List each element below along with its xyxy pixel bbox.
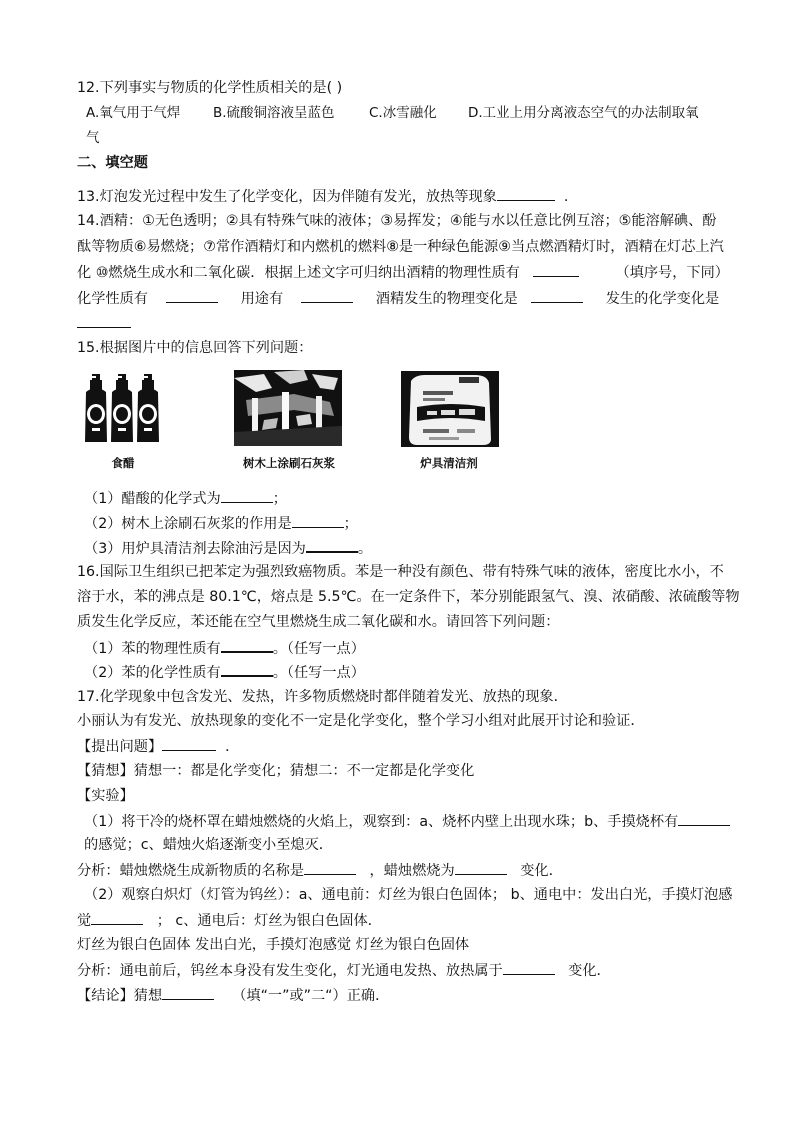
q15-sub2-end: ； [343, 516, 358, 532]
q15-sub1 [84, 488, 287, 509]
q17-concl-label: 【结论】猜想 [77, 988, 163, 1004]
q17-ana1-mid: ，蜡烛燃烧为 [369, 863, 455, 879]
q16-sub1 [84, 637, 365, 659]
q15-sub3 [84, 537, 372, 559]
q15-sub2 [84, 513, 358, 534]
q14-line4 [77, 288, 719, 309]
q17-ana2-text: 分析：通电前后，钨丝本身没有发生变化，灯光通电发热、放热属于 [77, 963, 503, 979]
q14-line3-text: 化 ⑩燃烧生成水和二氧化碳．根据上述文字可归纳出酒精的物理性质有 [77, 265, 520, 281]
q17-blank-change1[interactable] [455, 860, 507, 875]
q17-ask-end: ． [225, 739, 240, 755]
q16-sub2-text: （2）苯的化学性质有 [84, 665, 221, 681]
q13-text [77, 186, 568, 207]
q17-ana2 [77, 960, 611, 981]
vinegar-bottles-image [80, 370, 166, 446]
q17-guess: 【猜想】猜想一：都是化学变化；猜想二：不一定都是化学变化 [77, 763, 475, 779]
q14-blank-phys-change[interactable] [531, 288, 583, 303]
q17-exp1-text: （1）将干冷的烧杯罩在蜡烛燃烧的火焰上，观察到：a、烧杯内壁上出现水珠；b、手摸烧杯有 [84, 814, 679, 830]
caption-trees-lime: 树木上涂刷石灰浆 [243, 456, 335, 470]
q12-option-b[interactable]: B.硫酸铜溶液呈蓝色 [213, 105, 335, 121]
q14-chem-label: 化学性质有 [77, 291, 148, 307]
q17-exp-label: 【实验】 [77, 788, 134, 804]
section-title: 二、填空题 [77, 155, 148, 171]
q16-sub1-end: 。（任写一点） [272, 641, 365, 657]
q12-option-d-wrap: 气 [86, 130, 100, 146]
q17-line2: 小丽认为有发光、放热现象的变化不一定是化学变化，整个学习小组对此展开讨论和验证． [77, 713, 645, 729]
q14-blank-chem-change[interactable] [77, 313, 131, 328]
q17-exp1-line2: 的感觉；c、蜡烛火焰逐渐变小至熄灭． [84, 837, 333, 853]
q17-ask-label: 【提出问题】 [77, 739, 163, 755]
q17-ana1-text: 分析：蜡烛燃烧生成新物质的名称是 [77, 863, 305, 879]
q15-blank-1[interactable] [221, 488, 273, 503]
q17-blank-conclusion[interactable] [162, 985, 214, 1000]
q17-ana1-end: 变化． [520, 863, 563, 879]
q15-sub3-end: 。 [357, 541, 373, 557]
q14-blank-physical[interactable] [533, 262, 579, 277]
q14-line1: 14.酒精：①无色透明；②具有特殊气味的液体；③易挥发；④能与水以任意比例互溶；⑤能溶解碘、酚 [77, 213, 717, 229]
q16-line2: 溶于水，苯的沸点是 80.1℃，熔点是 5.5℃。在一定条件下，苯分别能跟氢气、溴、浓硝酸、浓硫酸等物 [77, 589, 740, 605]
q17-exp1-line1 [84, 811, 730, 832]
q15-sub1-end: ； [272, 491, 287, 507]
oven-cleaner-image [401, 371, 499, 447]
q14-blank-use[interactable] [301, 288, 353, 303]
caption-oven-cleaner: 炉具清洁剂 [420, 456, 478, 470]
q16-sub2 [84, 661, 365, 683]
q15-sub1-text: （1）醋酸的化学式为 [84, 491, 221, 507]
q17-exp2-start: 觉 [77, 913, 92, 929]
q16-line3: 质发生化学反应，苯还能在空气里燃烧生成二氧化碳和水。请回答下列问题： [77, 614, 560, 630]
q15-blank-2[interactable] [292, 513, 344, 528]
q14-chem-change-label: 发生的化学变化是 [605, 291, 720, 307]
q12-option-a[interactable]: A.氧气用于气焊 [86, 105, 181, 121]
q12-stem: 12.下列事实与物质的化学性质相关的是( ) [77, 80, 343, 96]
q15-blank-3[interactable] [306, 537, 358, 553]
q14-use-label: 用途有 [240, 291, 284, 307]
q15-sub3-text: （3）用炉具清洁剂去除油污是因为 [84, 541, 306, 557]
q13-tail: . [563, 189, 569, 205]
trees-lime-image [234, 370, 342, 446]
q17-exp2-line1: （2）观察白炽灯（灯管为钨丝）：a、通电前：灯丝为银白色固体； b、通电中：发出白光，手摸灯泡感 [84, 887, 733, 903]
q17-blank-product[interactable] [304, 860, 356, 875]
q17-blank-question[interactable] [162, 736, 216, 751]
q16-sub2-end: 。（任写一点） [272, 665, 365, 681]
q17-blank-change2[interactable] [503, 960, 555, 975]
q17-blank-bulb-feel[interactable] [91, 910, 143, 925]
q14-phys-change-label: 酒精发生的物理变化是 [375, 291, 518, 307]
q17-exp2-line2 [77, 910, 382, 931]
q14-blank-chemical[interactable] [166, 288, 218, 303]
q16-blank-1[interactable] [221, 637, 273, 653]
q12-option-d[interactable]: D.工业上用分离液态空气的办法制取氧 [468, 105, 699, 121]
q15-stem: 15.根据图片中的信息回答下列问题： [77, 340, 313, 356]
q16-blank-2[interactable] [221, 661, 273, 677]
q17-ask [77, 736, 239, 757]
q13-stem: 13.灯泡发光过程中发生了化学变化，因为伴随有发光，放热等现象 [77, 189, 497, 205]
q17-ana2-end: 变化． [568, 963, 611, 979]
q17-exp2-end: ； c、通电后：灯丝为银白色固体． [156, 913, 382, 929]
q12-option-c[interactable]: C.冰雪融化 [369, 105, 437, 121]
q16-sub1-text: （1）苯的物理性质有 [84, 641, 221, 657]
q13-blank[interactable] [497, 186, 555, 201]
q14-line3 [77, 262, 729, 283]
q17-line1: 17.化学现象中包含发光、发热，许多物质燃烧时都伴随着发光、放热的现象． [77, 689, 568, 705]
q17-conclusion [77, 985, 389, 1006]
q14-line2: 酞等物质⑥易燃烧；⑦常作酒精灯和内燃机的燃料⑧是一种绿色能源⑨当点燃酒精灯时，酒精在灯芯上汽 [77, 239, 724, 255]
q17-repeat-line: 灯丝为银白色固体 发出白光，手摸灯泡感觉 灯丝为银白色固体 [77, 937, 470, 953]
q17-ana1 [77, 860, 563, 881]
q16-line1: 16.国际卫生组织已把苯定为强烈致癌物质。苯是一种没有颜色、带有特殊气味的液体，密度比水小，不 [77, 564, 724, 580]
caption-vinegar: 食醋 [111, 456, 135, 470]
q14-line3-note: （填序号，下同） [615, 265, 729, 281]
q17-blank-feel[interactable] [678, 811, 730, 826]
q17-concl-end: （填“一”或”二“）正确． [232, 988, 390, 1004]
q15-sub2-text: （2）树木上涂刷石灰浆的作用是 [84, 516, 292, 532]
q14-line5 [77, 313, 131, 334]
